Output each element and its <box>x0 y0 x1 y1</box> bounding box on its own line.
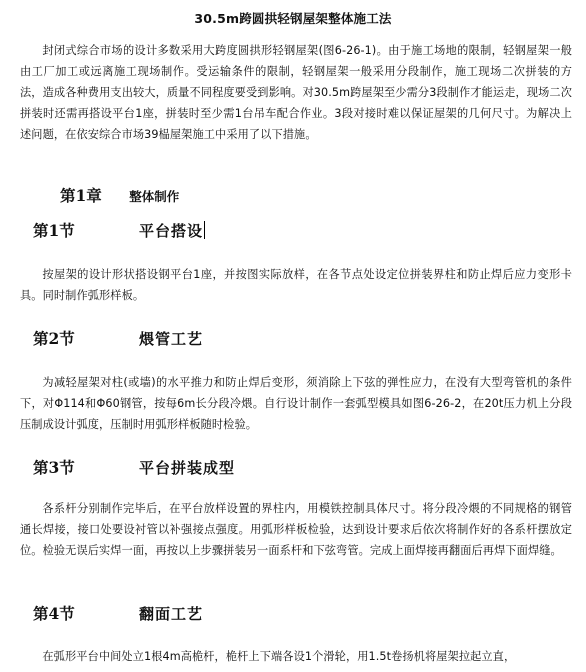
section-heading-1 <box>33 219 205 241</box>
section-number: 第4节 <box>33 604 75 623</box>
section-number: 第1节 <box>33 221 75 240</box>
section-title: 平台拼装成型 <box>139 459 236 477</box>
chapter-number: 第1章 <box>60 186 102 205</box>
section-2-paragraph: 为减轻屋架对柱(或墙)的水平推力和防止焊后变形，须消除上下弦的弹性应力，在没有大型弯管机的条件下，对Φ114和Φ60钢管，按每6m长分段冷煨。自行设计制作一套弧型模具如图6-26-2，在20t压力机上分段压制成设计弧度，压制时用弧形样板随时检验。 <box>20 376 572 431</box>
chapter-heading <box>60 184 179 206</box>
section-4-paragraph: 在弧形平台中间处立1根4m高桅杆，桅杆上下端各设1个滑轮，用1.5t卷扬机将屋架拉起立直， <box>42 650 516 663</box>
section-title: 煨管工艺 <box>139 330 204 348</box>
section-heading-2 <box>33 327 203 349</box>
section-heading-4 <box>33 602 203 624</box>
intro-paragraph: 封闭式综合市场的设计多数采用大跨度圆拱形轻钢屋架(图6-26-1)。由于施工场地的限制，轻钢屋架一般由工厂加工或远离施工现场制作。受运输条件的限制，轻钢屋架一般采用分段制作，施工现场二次拼装的方法，造成各种费用支出较大，质量不同程度要受到影响。对30.5m跨屋架至少需分3段制作才能运走，现场二次拼装时还需再搭设平台1座，拼装时至少需1台吊车配合作业。3段对接时难以保证屋架的几何尺寸。为解决上述问题，在依安综合市场39榀屋架施工中采用了以下措施。 <box>20 44 572 141</box>
section-title: 翻面工艺 <box>139 605 204 623</box>
section-1-paragraph: 按屋架的设计形状搭设钢平台1座，并按图实际放样，在各节点处设定位拼装界柱和防止焊后应力变形卡具。同时制作弧形样板。 <box>20 268 572 302</box>
document-title: 30.5m跨圆拱轻钢屋架整体施工法 <box>194 11 392 26</box>
text-cursor <box>204 221 205 239</box>
section-3-paragraph: 各系杆分别制作完毕后，在平台放样设置的界柱内，用模铁控制具体尺寸。将分段冷煨的不同规格的钢管通长焊接，接口处要设衬管以补强接点强度。用弧形样板检验，达到设计要求后依次将制作好的各系杆摆放定位。检验无误后实焊一面，再按以上步骤拼装另一面系杆和下弦弯管。完成上面焊接再翻面后再焊下面焊缝。 <box>20 502 572 557</box>
section-heading-3 <box>33 456 235 478</box>
section-number: 第2节 <box>33 329 75 348</box>
chapter-title: 整体制作 <box>129 189 180 204</box>
section-number: 第3节 <box>33 458 75 477</box>
section-title: 平台搭设 <box>139 222 204 240</box>
